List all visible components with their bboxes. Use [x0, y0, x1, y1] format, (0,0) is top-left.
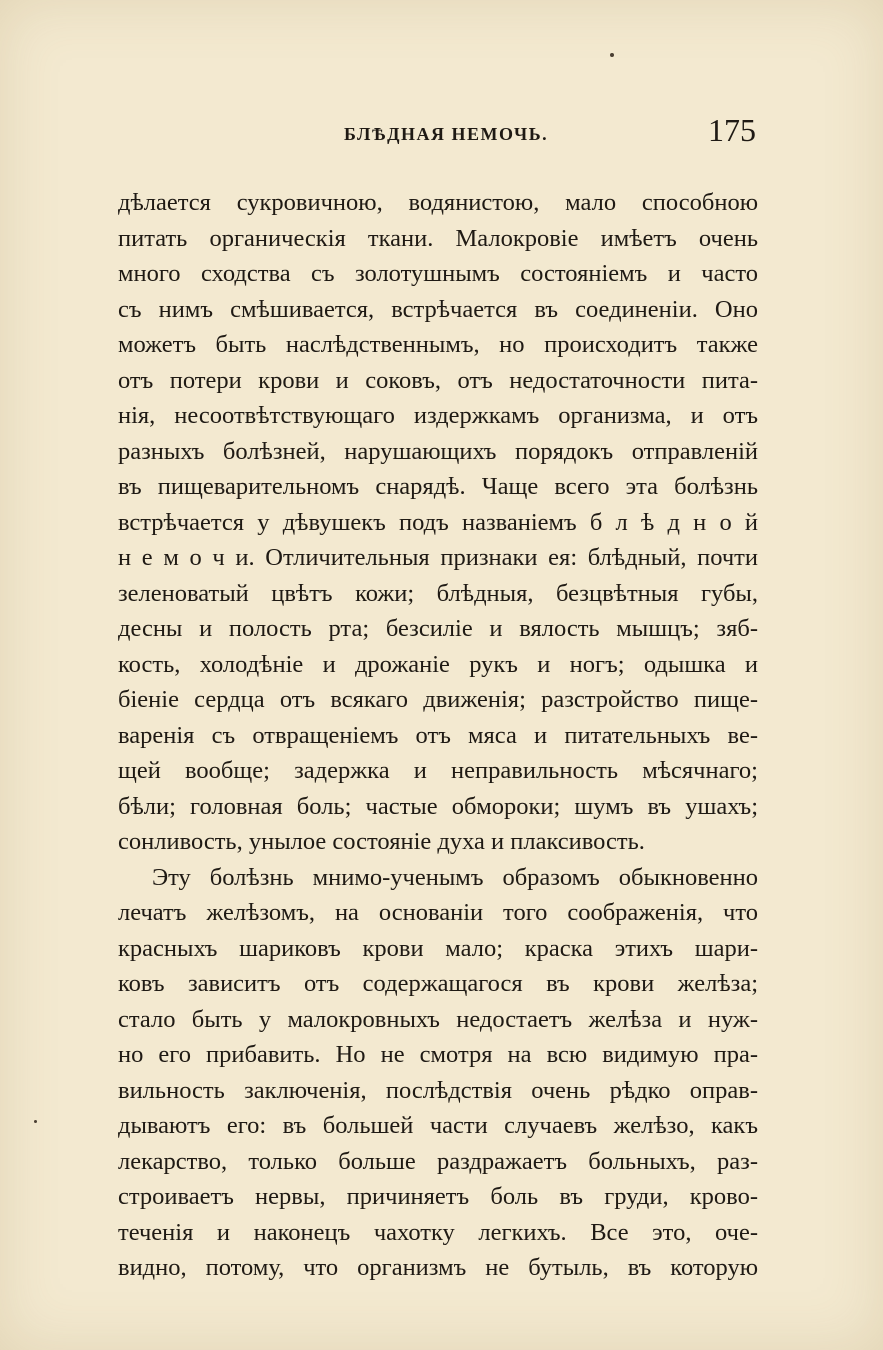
text-line: встрѣчается у дѣвушекъ подъ названіемъ б л ѣ д н о й	[118, 508, 758, 536]
text-line: съ нимъ смѣшивается, встрѣчается въ соединеніи. Оно	[118, 295, 758, 323]
running-header	[118, 110, 758, 160]
running-title: БЛѢДНАЯ НЕМОЧЬ.	[344, 124, 549, 144]
text-line: отъ потери крови и соковъ, отъ недостаточности пита-	[118, 366, 758, 394]
text-line: лечатъ желѣзомъ, на основаніи того соображенія, что	[118, 899, 758, 926]
text-line: кость, холодѣніе и дрожаніе рукъ и ногъ; одышка и	[118, 650, 758, 678]
text-line: дываютъ его: въ большей части случаевъ желѣзо, какъ	[118, 1112, 758, 1139]
text-line: щей вообще; задержка и неправильность мѣсячнаго;	[118, 757, 758, 784]
text-line: варенія съ отвращеніемъ отъ мяса и питательныхъ ве-	[118, 721, 758, 749]
page-number: 175	[708, 112, 756, 148]
text-line: разныхъ болѣзней, нарушающихъ порядокъ отправленій	[118, 437, 758, 465]
text-line: Эту болѣзнь мнимо-ученымъ образомъ обыкновенно	[152, 863, 758, 891]
text-line: вильность заключенія, послѣдствія очень рѣдко оправ-	[118, 1076, 758, 1104]
text-line: стало быть у малокровныхъ недостаетъ желѣза и нуж-	[118, 1005, 758, 1033]
text-line: лекарство, только больше раздражаетъ больныхъ, раз-	[118, 1147, 758, 1175]
text-line: десны и полость рта; безсиліе и вялость мышцъ; зяб-	[118, 615, 758, 642]
text-line: біеніе сердца отъ всякаго движенія; разстройство пище-	[118, 686, 758, 713]
text-line: красныхъ шариковъ крови мало; краска этихъ шари-	[118, 934, 758, 962]
text-line: бѣли; головная боль; частые обмороки; шумъ въ ушахъ;	[118, 792, 758, 820]
text-line: зеленоватый цвѣтъ кожи; блѣдныя, безцвѣтныя губы,	[118, 579, 758, 607]
text-line: видно, потому, что организмъ не бутыль, въ которую	[118, 1254, 758, 1281]
text-line: много сходства съ золотушнымъ состояніемъ и часто	[118, 260, 758, 287]
text-line: дѣлается сукровичною, водянистою, мало способною	[118, 189, 758, 216]
text-line: сонливость, унылое состояніе духа и плаксивость.	[118, 828, 645, 855]
text-line: н е м о ч и. Отличительныя признаки ея: блѣдный, почти	[118, 544, 758, 571]
text-line: строиваетъ нервы, причиняетъ боль въ груди, крово-	[118, 1183, 758, 1210]
text-line: но его прибавить. Но не смотря на всю видимую пра-	[118, 1041, 758, 1068]
body-text	[118, 185, 758, 1286]
ink-speck	[610, 53, 614, 57]
text-line: теченія и наконецъ чахотку легкихъ. Все это, оче-	[118, 1218, 758, 1246]
text-line: ковъ зависитъ отъ содержащагося въ крови желѣза;	[118, 970, 758, 997]
text-line: питать органическія ткани. Малокровіе имѣетъ очень	[118, 224, 758, 252]
text-line: въ пищеварительномъ снарядѣ. Чаще всего эта болѣзнь	[118, 473, 758, 500]
text-line: нія, несоотвѣтствующаго издержкамъ организма, и отъ	[118, 402, 758, 429]
ink-speck	[34, 1120, 37, 1123]
text-line: можетъ быть наслѣдственнымъ, но происходитъ также	[118, 331, 758, 358]
